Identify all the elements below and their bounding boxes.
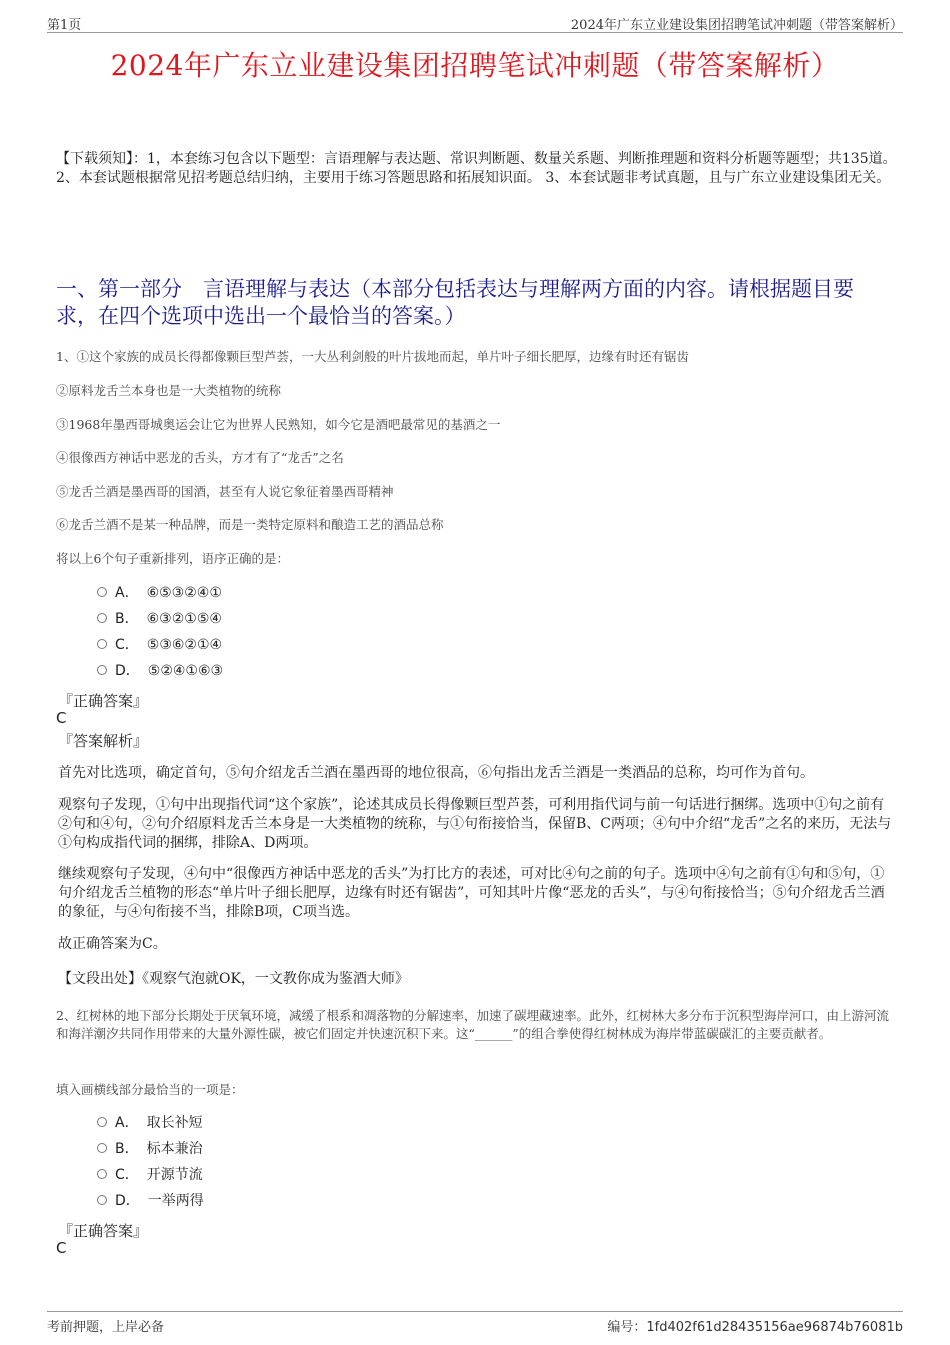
q2-answer-heading: 『正确答案』 [58,1222,149,1240]
page-title: 2024年广东立业建设集团招聘笔试冲刺题（带答案解析） [110,49,840,82]
q1-line-6: ⑥龙舌兰酒不是某一种品牌，而是一类特定原料和酿造工艺的酒品总称 [56,517,444,532]
download-notice: 【下载须知】：1，本套练习包含以下题型：言语理解与表达题、常识判断题、数量关系题、判断推理题和资料分析题等题型；共135道。 2、本套试题根据常见招考题总结归纳，主要用于练习答题思路和拓展知识面。 3、本套试题非考试真题，且与广东立业建设集团无关。 [56,151,897,186]
radio-icon[interactable] [97,613,107,623]
radio-icon[interactable] [97,639,107,649]
q1-option-a[interactable]: A． ⑥⑤③②④① [97,583,222,603]
q1-line-3: ③1968年墨西哥城奥运会让它为世界人民熟知，如今它是酒吧最常见的基酒之一 [56,417,501,432]
q1-line-4: ④很像西方神话中恶龙的舌头，方才有了“龙舌”之名 [56,450,344,465]
q2-option-d[interactable]: D． 一举两得 [97,1191,204,1211]
q2-stem: 2、红树林的地下部分长期处于厌氧环境，减缓了根系和凋落物的分解速率，加速了碳埋藏速率。此外，红树林大多分布于沉积型海岸河口，由上游河流和海洋潮汐共同作用带来的大量外源性碳，被它们固定并快速沉积下来。这“______”的组合拳使得红树林成为海岸带蓝碳碳汇的主要贡献者。 [56,1008,889,1041]
q1-option-b[interactable]: B． ⑥③②①⑤④ [97,609,222,629]
page-footer [47,1311,903,1334]
radio-icon[interactable] [97,1143,107,1153]
radio-icon[interactable] [97,1117,107,1127]
footer-slogan: 考前押题，上岸必备 [47,1320,165,1335]
q2-prompt: 填入画横线部分最恰当的一项是： [56,1082,244,1097]
q1-answer: C [56,709,67,727]
q1-option-c[interactable]: C． ⑤③⑥②①④ [97,635,222,655]
q1-analysis-2: 观察句子发现，①句中出现指代词“这个家族”，论述其成员长得像颗巨型芦荟，可利用指代词与前一句话进行捆绑。选项中①句之前有②句和④句，②句介绍原料龙舌兰本身是一大类植物的统称，与①句衔接恰当，保留B、C两项；④句中介绍“龙舌”之名的来历，无法与①句构成指代词的捆绑，排除A、D两项。 [58,797,892,851]
q1-source: 【文段出处】《观察气泡就OK，一文教你成为鉴酒大师》 [58,971,409,987]
q1-line-1: 1、①这个家族的成员长得都像颗巨型芦荟，一大丛利剑般的叶片拔地而起，单片叶子细长肥厚，边缘有时还有锯齿 [56,349,689,364]
radio-icon[interactable] [97,1195,107,1205]
q1-option-d[interactable]: D． ⑤②④①⑥③ [97,661,223,681]
q1-analysis-1: 首先对比选项，确定首句，⑤句介绍龙舌兰酒在墨西哥的地位很高，⑥句指出龙舌兰酒是一类酒品的总称，均可作为首句。 [58,765,814,781]
footer-code: 编号：1fd402f61d28435156ae96874b76081b [607,1320,903,1335]
radio-icon[interactable] [97,665,107,675]
q1-analysis-3: 继续观察句子发现，④句中“很像西方神话中恶龙的舌头”为打比方的表述，可对比④句之前的句子。选项中④句之前有①句和⑤句，①句介绍龙舌兰植物的形态“单片叶子细长肥厚，边缘有时还有锯齿”，可知其叶片像“恶龙的舌头”，与④句衔接恰当；⑤句介绍龙舌兰酒的象征，与④句衔接不当，排除B项，C项当选。 [58,866,885,920]
q1-prompt: 将以上6个句子重新排列，语序正确的是： [56,551,289,566]
q2-option-c[interactable]: C． 开源节流 [97,1165,203,1185]
q1-answer-heading: 『正确答案』 [58,692,149,710]
section-heading: 一、第一部分 言语理解与表达（本部分包括表达与理解两方面的内容。请根据题目要求，在四个选项中选出一个最恰当的答案。） [56,277,854,328]
page-number: 第1页 [47,18,82,33]
radio-icon[interactable] [97,1169,107,1179]
q1-line-5: ⑤龙舌兰酒是墨西哥的国酒，甚至有人说它象征着墨西哥精神 [56,484,394,499]
q1-analysis-heading: 『答案解析』 [58,732,149,750]
radio-icon[interactable] [97,587,107,597]
page-header [47,12,903,33]
q2-option-a[interactable]: A． 取长补短 [97,1113,203,1133]
q2-answer: C [56,1239,67,1257]
q2-option-b[interactable]: B． 标本兼治 [97,1139,203,1159]
header-doc-title: 2024年广东立业建设集团招聘笔试冲刺题（带答案解析） [570,18,903,33]
q1-line-2: ②原料龙舌兰本身也是一大类植物的统称 [56,383,282,398]
q1-analysis-4: 故正确答案为C。 [58,936,167,952]
